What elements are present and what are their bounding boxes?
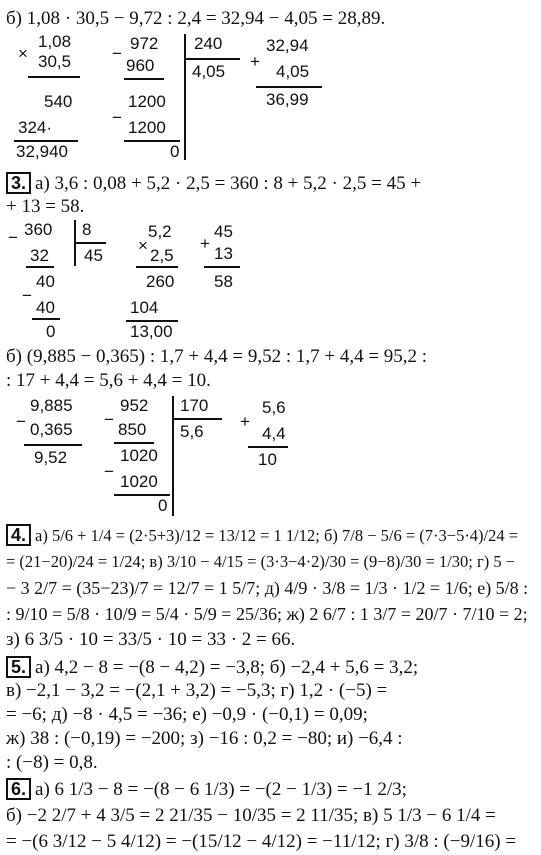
ex6-line-3: = −(6 3/12 − 5 4/12) = −(15/12 − 4/12) = −11/12; г) 3/8 : (−9/16) = <box>6 831 517 852</box>
ex3-div-quotient: 45 <box>84 246 103 265</box>
ex3-div-rem-2: 0 <box>46 322 56 341</box>
div-quotient: 4,05 <box>192 62 226 81</box>
mul-partial-2: 324· <box>18 118 53 137</box>
mul-sign: × <box>18 44 28 63</box>
ex3-div-sign: − <box>8 228 18 247</box>
ex5-line-2: в) −2,1 − 3,2 = −(2,1 + 3,2) = −5,3; г) 1,2 · (−5) = <box>6 680 388 701</box>
ex6-text-1: а) 6 1/3 − 8 = −(8 − 6 1/3) = −(2 − 1/3) = −1 2/3; <box>35 779 407 800</box>
ex3-div-rule-2 <box>32 318 60 320</box>
div-bar <box>184 34 186 160</box>
ex3-line-1 <box>6 172 421 195</box>
ex3-div-rule-1 <box>26 266 54 268</box>
ex3-add-b: 13 <box>214 244 233 263</box>
mul-partial-1: 540 <box>44 92 73 111</box>
div-rule-1 <box>124 78 164 80</box>
ex3-div2-divisor-rule <box>174 418 222 420</box>
ex3-div2-dividend: 952 <box>120 396 149 415</box>
ex3-div-sub-2: 40 <box>36 298 55 317</box>
ex5-text-1: а) 4,2 − 8 = −(8 − 4,2) = −3,8; б) −2,4 + 5,6 = 3,2; <box>35 657 419 678</box>
ex3-add2-result: 10 <box>258 450 277 469</box>
ex3-div2-rem-1: 1020 <box>120 446 158 465</box>
ex3-mul-r1: 260 <box>146 272 175 291</box>
ex6-line-2: б) −2 2/7 + 4 3/5 = 2 21/35 − 10/35 = 2 11/35; в) 5 1/3 − 6 1/4 = <box>6 805 496 826</box>
ex3-add-sign: + <box>200 234 210 253</box>
mul-rule <box>28 76 80 78</box>
add-a: 32,94 <box>266 36 309 55</box>
ex3-add2-rule <box>248 446 288 448</box>
div-divisor-rule <box>186 58 240 60</box>
div-sign-2: − <box>112 108 122 127</box>
ex3-add2-a: 5,6 <box>262 398 286 417</box>
mul-factor-a: 1,08 <box>38 32 72 51</box>
ex3-div-sub-1: 32 <box>30 246 49 265</box>
div-sub-2: 1200 <box>128 118 166 137</box>
ex3-mul-a: 5,2 <box>148 222 172 241</box>
ex3-div2-quotient: 5,6 <box>180 422 204 441</box>
ex4-line-2: = (21−20)/24 = 1/24; в) 3/10 − 4/15 = (3·3−4·2)/30 = (9−8)/30 = 1/30; г) 5 − <box>6 552 516 571</box>
ex4-line-3: − 3 2/7 = (35−23)/7 = 12/7 = 1 5/7; д) 4/9 · 3/8 = 1/3 · 1/2 = 1/6; е) 5/8 : <box>6 578 529 598</box>
ex3-add-a: 45 <box>214 222 233 241</box>
ex3-div2-rem-2: 0 <box>158 496 168 515</box>
ex3-b-line-2: : 17 + 4,4 = 5,6 + 4,4 = 10. <box>6 370 211 391</box>
ex3-div-dividend: 360 <box>24 220 53 239</box>
ex3-add-result: 58 <box>214 272 233 291</box>
ex3-number: 3. <box>6 172 31 194</box>
ex3-mul-result: 13,00 <box>130 322 173 341</box>
ex3-div-rem-1: 40 <box>36 272 55 291</box>
ex3-div2-divisor: 170 <box>180 396 209 415</box>
ex4-line-1 <box>6 524 518 548</box>
ex5-line-4: ж) 38 : (−0,19) = −200; з) −16 : 0,2 = −80; и) −6,4 : <box>6 728 403 749</box>
ex4-number: 4. <box>6 524 31 546</box>
ex3-sub-a: 9,885 <box>30 396 73 415</box>
ex3-div2-bar <box>172 396 174 516</box>
ex3-sub-sign: − <box>16 412 26 431</box>
ex3-div-divisor: 8 <box>82 220 92 239</box>
ex3-div2-sign: − <box>104 410 114 429</box>
ex3-add2-sign: + <box>240 412 250 431</box>
ex3-mul-sign: × <box>138 236 148 255</box>
mul-factor-b: 30,5 <box>38 52 72 71</box>
ex5-line-5: : (−8) = 0,8. <box>6 752 98 773</box>
ex5-line-1 <box>6 656 418 679</box>
ex3-b-line-1: б) (9,885 − 0,365) : 1,7 + 4,4 = 9,52 : 1,7 + 4,4 = 95,2 : <box>6 346 428 367</box>
add-b: 4,05 <box>276 62 310 81</box>
mul-result: 32,940 <box>16 142 68 161</box>
div-divisor: 240 <box>194 34 223 53</box>
ex3-add-rule <box>204 266 240 268</box>
ex3-div2-rule-1 <box>114 442 154 444</box>
ex3-div2-sign-2: − <box>104 462 114 481</box>
expression-line: б) 1,08 · 30,5 − 9,72 : 2,4 = 32,94 − 4,05 = 28,89. <box>6 8 386 29</box>
ex3-line-2: + 13 = 58. <box>6 196 85 217</box>
ex5-line-3: = −6; д) −8 · 4,5 = −36; е) −0,9 · (−0,1) = 0,09; <box>6 704 368 725</box>
ex4-text-1: а) 5/6 + 1/4 = (2·5+3)/12 = 13/12 = 1 1/12; б) 7/8 − 5/6 = (7·3−5·4)/24 = <box>35 526 519 545</box>
ex3-sub-rule <box>24 444 82 446</box>
ex3-text-1: а) 3,6 : 0,08 + 5,2 · 2,5 = 360 : 8 + 5,2 · 2,5 = 45 + <box>35 173 422 194</box>
ex4-line-4: : 9/10 = 5/8 · 10/9 = 5/4 · 5/9 = 25/36; ж) 2 6/7 : 1 3/7 = 20/7 · 7/10 = 2; <box>6 604 528 624</box>
ex6-number: 6. <box>6 778 31 800</box>
ex4-line-5: з) 6 3/5 · 10 = 33/5 · 10 = 33 · 2 = 66. <box>6 629 296 650</box>
ex3-div-sign-2: − <box>22 286 32 305</box>
div-sign: − <box>112 44 122 63</box>
ex3-div2-sub-2: 1020 <box>120 472 158 491</box>
ex3-add2-b: 4,4 <box>262 424 286 443</box>
add-sign: + <box>250 52 260 71</box>
add-rule <box>256 86 322 88</box>
add-result: 36,99 <box>266 90 309 109</box>
ex6-line-1 <box>6 778 407 802</box>
ex3-sub-result: 9,52 <box>34 448 68 467</box>
div-rem-2: 0 <box>170 142 180 161</box>
ex3-sub-b: 0,365 <box>30 420 73 439</box>
ex5-number: 5. <box>6 656 31 678</box>
ex3-div2-sub-1: 850 <box>118 420 147 439</box>
div-rem-1: 1200 <box>128 92 166 111</box>
div-sub-1: 960 <box>126 56 155 75</box>
ex3-mul-b: 2,5 <box>150 246 174 265</box>
ex3-mul-rule <box>136 266 178 268</box>
ex3-mul-r2: 104 <box>130 298 159 317</box>
ex3-div-divisor-rule <box>76 242 106 244</box>
div-dividend: 972 <box>130 34 159 53</box>
